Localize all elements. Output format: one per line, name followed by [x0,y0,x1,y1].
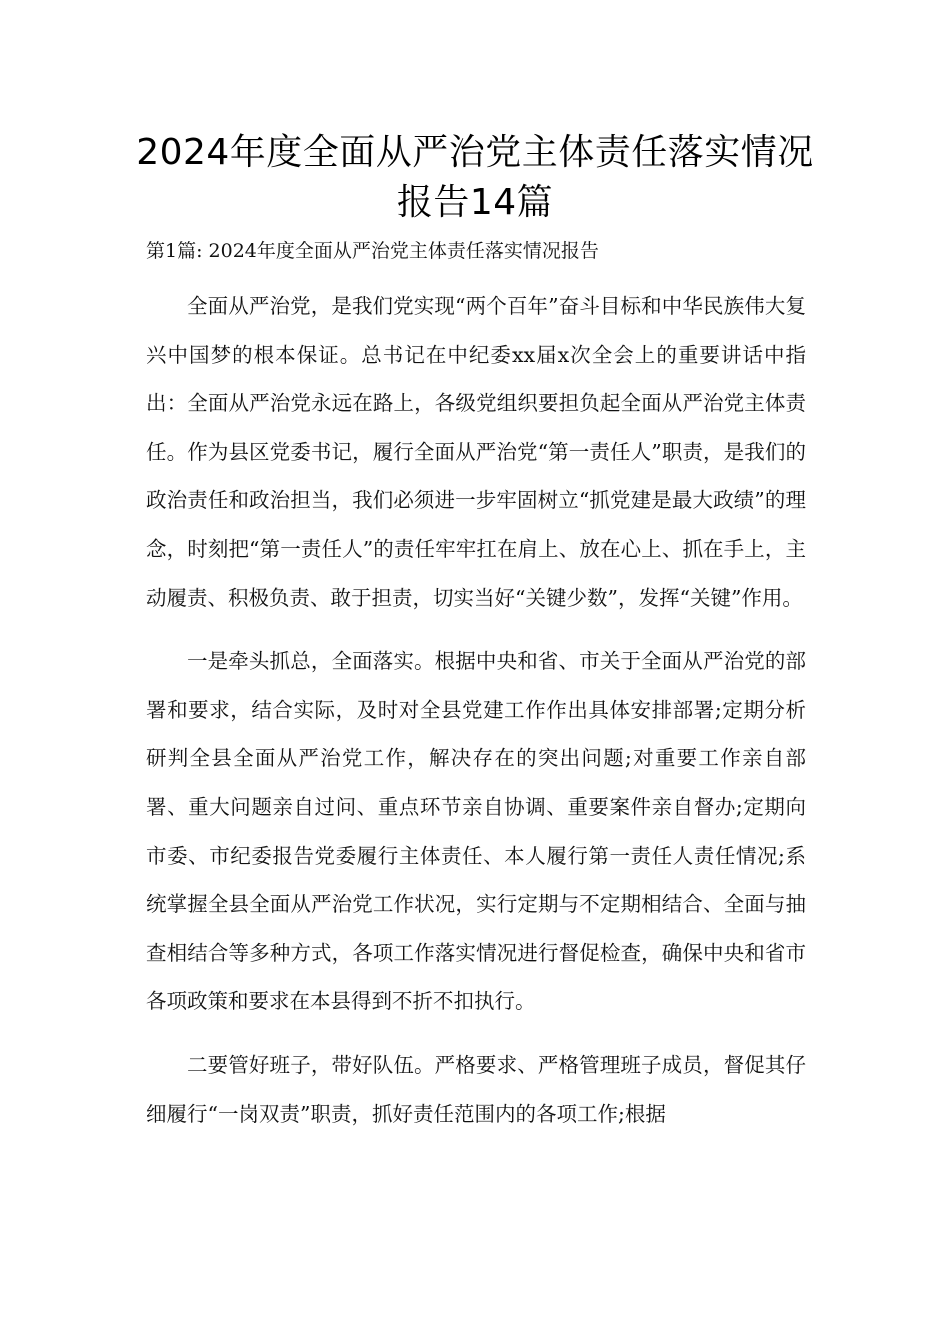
paragraph: 一是牵头抓总，全面落实。根据中央和省、市关于全面从严治党的部署和要求，结合实际，及时对全县党建工作作出具体安排部署;定期分析研判全县全面从严治党工作，解决存在的突出问题;对重要工作亲自部署、重大问题亲自过问、重点环节亲自协调、重要案件亲自督办;定期向市委、市纪委报告党委履行主体责任、本人履行第一责任人责任情况;系统掌握全县全面从严治党工作状况，实行定期与不定期相结合、全面与抽查相结合等多种方式，各项工作落实情况进行督促检查，确保中央和省市各项政策和要求在本县得到不折不扣执行。 [146,649,806,1014]
document-body [146,282,806,1153]
paragraph: 二要管好班子，带好队伍。严格要求、严格管理班子成员，督促其仔细履行“一岗双责”职责，抓好责任范围内的各项工作;根据 [146,1052,806,1126]
document-title: 2024年度全面从严治党主体责任落实情况报告14篇 [136,132,814,223]
paragraph: 全面从严治党，是我们党实现“两个百年”奋斗目标和中华民族伟大复兴中国梦的根本保证。总书记在中纪委xx届x次全会上的重要讲话中指出：全面从严治党永远在路上，各级党组织要担负起全面从严治党主体责任。作为县区党委书记，履行全面从严治党“第一责任人”职责，是我们的政治责任和政治担当，我们必须进一步牢固树立“抓党建是最大政绩”的理念，时刻把“第一责任人”的责任牢牢扛在肩上、放在心上、抓在手上，主动履责、积极负责、敢于担责，切实当好“关键少数”，发挥“关键”作用。 [146,294,806,610]
document-subtitle: 第1篇: 2024年度全面从严治党主体责任落实情况报告 [146,240,599,262]
